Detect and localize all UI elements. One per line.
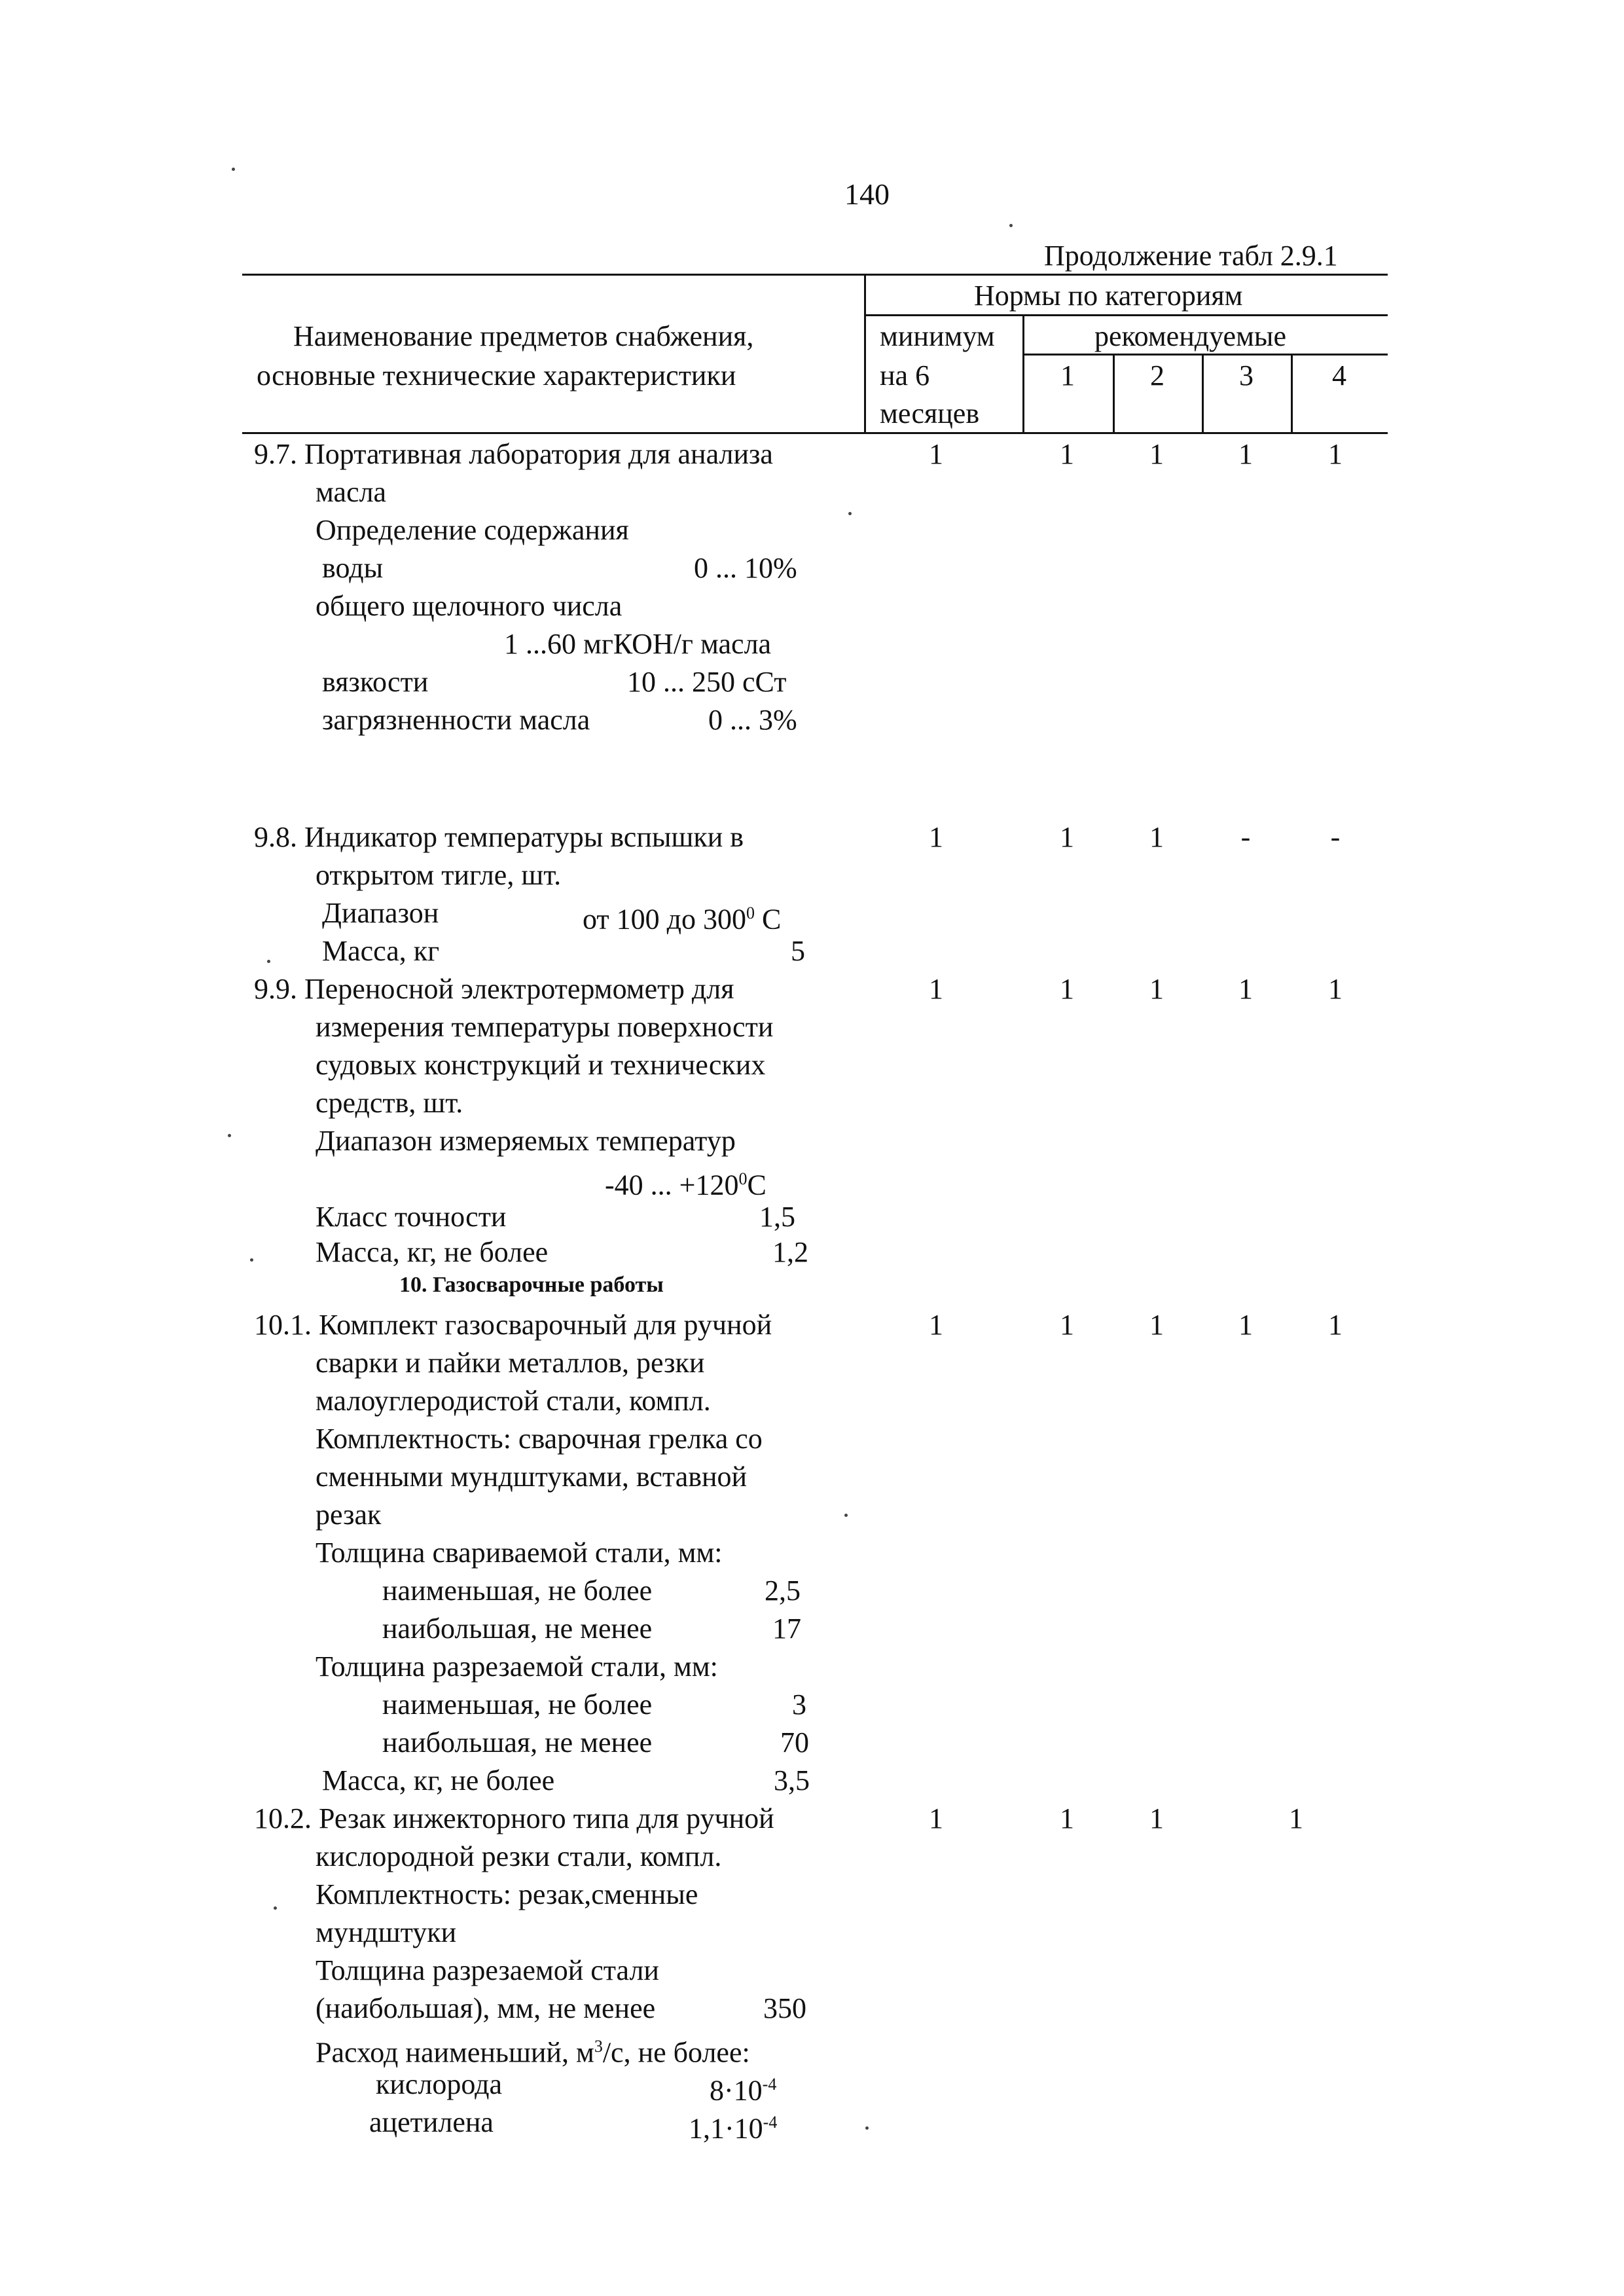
item-10-1-cat2: 1 (1149, 1309, 1164, 1341)
item-10-2-min: 1 (929, 1802, 943, 1834)
item-9-8-cat2: 1 (1149, 821, 1164, 853)
item-9-9-line8-value: 1,2 (772, 1236, 808, 1268)
item-10-1-line10: Толщина разрезаемой стали, мм: (316, 1650, 718, 1683)
item-10-2-cat2: 1 (1149, 1802, 1164, 1834)
header-cat-2: 2 (1150, 359, 1164, 392)
item-10-2-line2: кислородной резки стали, компл. (316, 1840, 722, 1872)
item-10-2-line9-label: ацетилена (369, 2106, 494, 2138)
item-10-2-line8-label: кислорода (376, 2068, 503, 2100)
section-10-heading: 10. Газосварочные работы (399, 1273, 664, 1297)
item-9-8-line3-label: Диапазон (322, 897, 439, 929)
item-9-9-cat1: 1 (1060, 973, 1074, 1005)
item-10-1-line12-value: 70 (780, 1726, 809, 1758)
item-10-1-line13-label: Масса, кг, не более (322, 1764, 555, 1796)
scan-speck (1009, 224, 1013, 227)
item-9-7-cat1: 1 (1060, 438, 1074, 470)
item-10-2-cat4: 1 (1289, 1802, 1303, 1834)
item-10-1-cat4: 1 (1328, 1309, 1343, 1341)
item-9-8-line4-label: Масса, кг (322, 935, 440, 967)
item-9-9-line3: судовых конструкций и технических (316, 1049, 766, 1081)
header-norms: Нормы по категориям (974, 280, 1243, 312)
item-10-1-line9-label: наибольшая, не менее (382, 1613, 653, 1645)
item-10-1-line7: Толщина свариваемой стали, мм: (316, 1537, 723, 1569)
table-top-rule (242, 274, 1388, 276)
scan-speck (250, 1258, 253, 1262)
item-9-7-line2: масла (316, 476, 387, 508)
item-9-9-line7-value: 1,5 (759, 1201, 795, 1233)
item-9-8-cat4: - (1330, 821, 1341, 853)
item-10-1-line4: Комплектность: сварочная грелка со (316, 1423, 763, 1455)
item-9-7-line8-value: 0 ... 3% (708, 704, 797, 736)
item-9-9-cat4: 1 (1328, 973, 1343, 1005)
item-10-2-line7: Расход наименьший, $м^3/с$, не более: (316, 2036, 750, 2069)
item-9-7-line1: 9.7. Портативная лаборатория для анализа (254, 438, 773, 470)
item-10-1-line8-label: наименьшая, не более (382, 1575, 653, 1607)
header-name-line2: основные технические характеристики (257, 359, 736, 392)
item-10-1-line11-value: 3 (792, 1688, 806, 1721)
item-10-2-line4: мундштуки (316, 1916, 457, 1948)
item-10-1-line1: 10.1. Комплект газосварочный для ручной (254, 1309, 772, 1341)
item-9-9-cat3: 1 (1238, 973, 1253, 1005)
item-9-8-line2: открытом тигле, шт. (316, 859, 562, 891)
item-10-1-line11-label: наименьшая, не более (382, 1688, 653, 1721)
item-10-1-line13-value: 3,5 (774, 1764, 810, 1796)
item-10-1-cat1: 1 (1060, 1309, 1074, 1341)
item-9-7-min: 1 (929, 438, 943, 470)
item-10-2-line9-value: $1,1\cdot 10^{-4}$ (689, 2112, 778, 2145)
item-10-2-line1: 10.2. Резак инжекторного типа для ручной (254, 1802, 774, 1834)
item-9-7-cat2: 1 (1149, 438, 1164, 470)
header-bottom-rule (242, 432, 1388, 434)
item-10-2-line8-value: $8\cdot 10^{-4}$ (710, 2074, 777, 2107)
header-cat-3: 3 (1239, 359, 1254, 392)
item-10-2-line6-label: (наибольшая), мм, не менее (316, 1992, 656, 2024)
header-minimum-line3: месяцев (880, 397, 980, 429)
item-9-9-min: 1 (929, 973, 943, 1005)
item-9-8-cat1: 1 (1060, 821, 1074, 853)
header-recommended: рекомендуемые (1094, 320, 1287, 352)
item-10-2-line5: Толщина разрезаемой стали (316, 1954, 659, 1986)
item-9-7-line6: 1 ...60 мгКОН/г масла (504, 628, 772, 660)
item-9-9-line7-label: Класс точности (316, 1201, 507, 1233)
scan-speck (848, 512, 852, 515)
item-9-9-line6: -40 ... $+120^0C$ (605, 1169, 767, 1201)
item-9-9-cat2: 1 (1149, 973, 1164, 1005)
item-10-1-line8-value: 2,5 (765, 1575, 801, 1607)
item-9-8-line3-value: от 100 до $300^0$ С (583, 903, 782, 936)
item-10-1-line3: малоуглеродистой стали, компл. (316, 1385, 711, 1417)
scan-speck (228, 1134, 231, 1137)
col-divider-name (864, 274, 866, 432)
item-9-9-line2: измерения температуры поверхности (316, 1011, 774, 1043)
page-number: 140 (844, 177, 890, 211)
item-9-7-cat3: 1 (1238, 438, 1253, 470)
item-9-9-line1: 9.9. Переносной электротермометр для (254, 973, 734, 1005)
item-9-8-cat3: - (1240, 821, 1251, 853)
item-9-7-cat4: 1 (1328, 438, 1343, 470)
item-9-9-line4: средств, шт. (316, 1087, 463, 1119)
item-9-8-line1: 9.8. Индикатор температуры вспышки в (254, 821, 744, 853)
header-cat-1: 1 (1060, 359, 1075, 392)
item-10-1-min: 1 (929, 1309, 943, 1341)
item-9-7-line8-label: загрязненности масла (322, 704, 590, 736)
item-9-7-line3: Определение содержания (316, 514, 629, 546)
header-minimum-line2: на 6 (880, 359, 930, 392)
item-10-1-line6: резак (316, 1499, 382, 1531)
item-9-7-line4-label: воды (322, 552, 384, 584)
item-9-7-line7-label: вязкости (322, 666, 429, 698)
item-9-7-line4-value: 0 ... 10% (694, 552, 797, 584)
item-9-7-line7-value: 10 ... 250 сСт (627, 666, 787, 698)
scan-speck (865, 2126, 869, 2130)
item-10-2-cat1: 1 (1060, 1802, 1074, 1834)
item-10-1-cat3: 1 (1238, 1309, 1253, 1341)
scan-speck (232, 168, 235, 171)
item-10-1-line9-value: 17 (772, 1613, 801, 1645)
item-10-2-line3: Комплектность: резак,сменные (316, 1878, 698, 1910)
item-10-2-line6-value: 350 (763, 1992, 806, 2024)
item-9-8-line4-value: 5 (791, 935, 805, 967)
item-10-1-line12-label: наибольшая, не менее (382, 1726, 653, 1758)
item-9-9-line8-label: Масса, кг, не более (316, 1236, 549, 1268)
scan-speck (844, 1514, 848, 1517)
table-continuation-label: Продолжение табл 2.9.1 (1044, 240, 1338, 272)
scan-speck (274, 1906, 277, 1910)
header-cat-4: 4 (1332, 359, 1346, 392)
item-9-9-line5: Диапазон измеряемых температур (316, 1125, 736, 1157)
scan-speck (267, 960, 270, 963)
header-name-line1: Наименование предметов снабжения, (293, 320, 754, 352)
item-10-1-line2: сварки и пайки металлов, резки (316, 1347, 705, 1379)
header-minimum-line1: минимум (880, 320, 995, 352)
item-10-1-line5: сменными мундштуками, вставной (316, 1461, 748, 1493)
item-9-8-min: 1 (929, 821, 943, 853)
item-9-7-line5: общего щелочного числа (316, 590, 623, 622)
